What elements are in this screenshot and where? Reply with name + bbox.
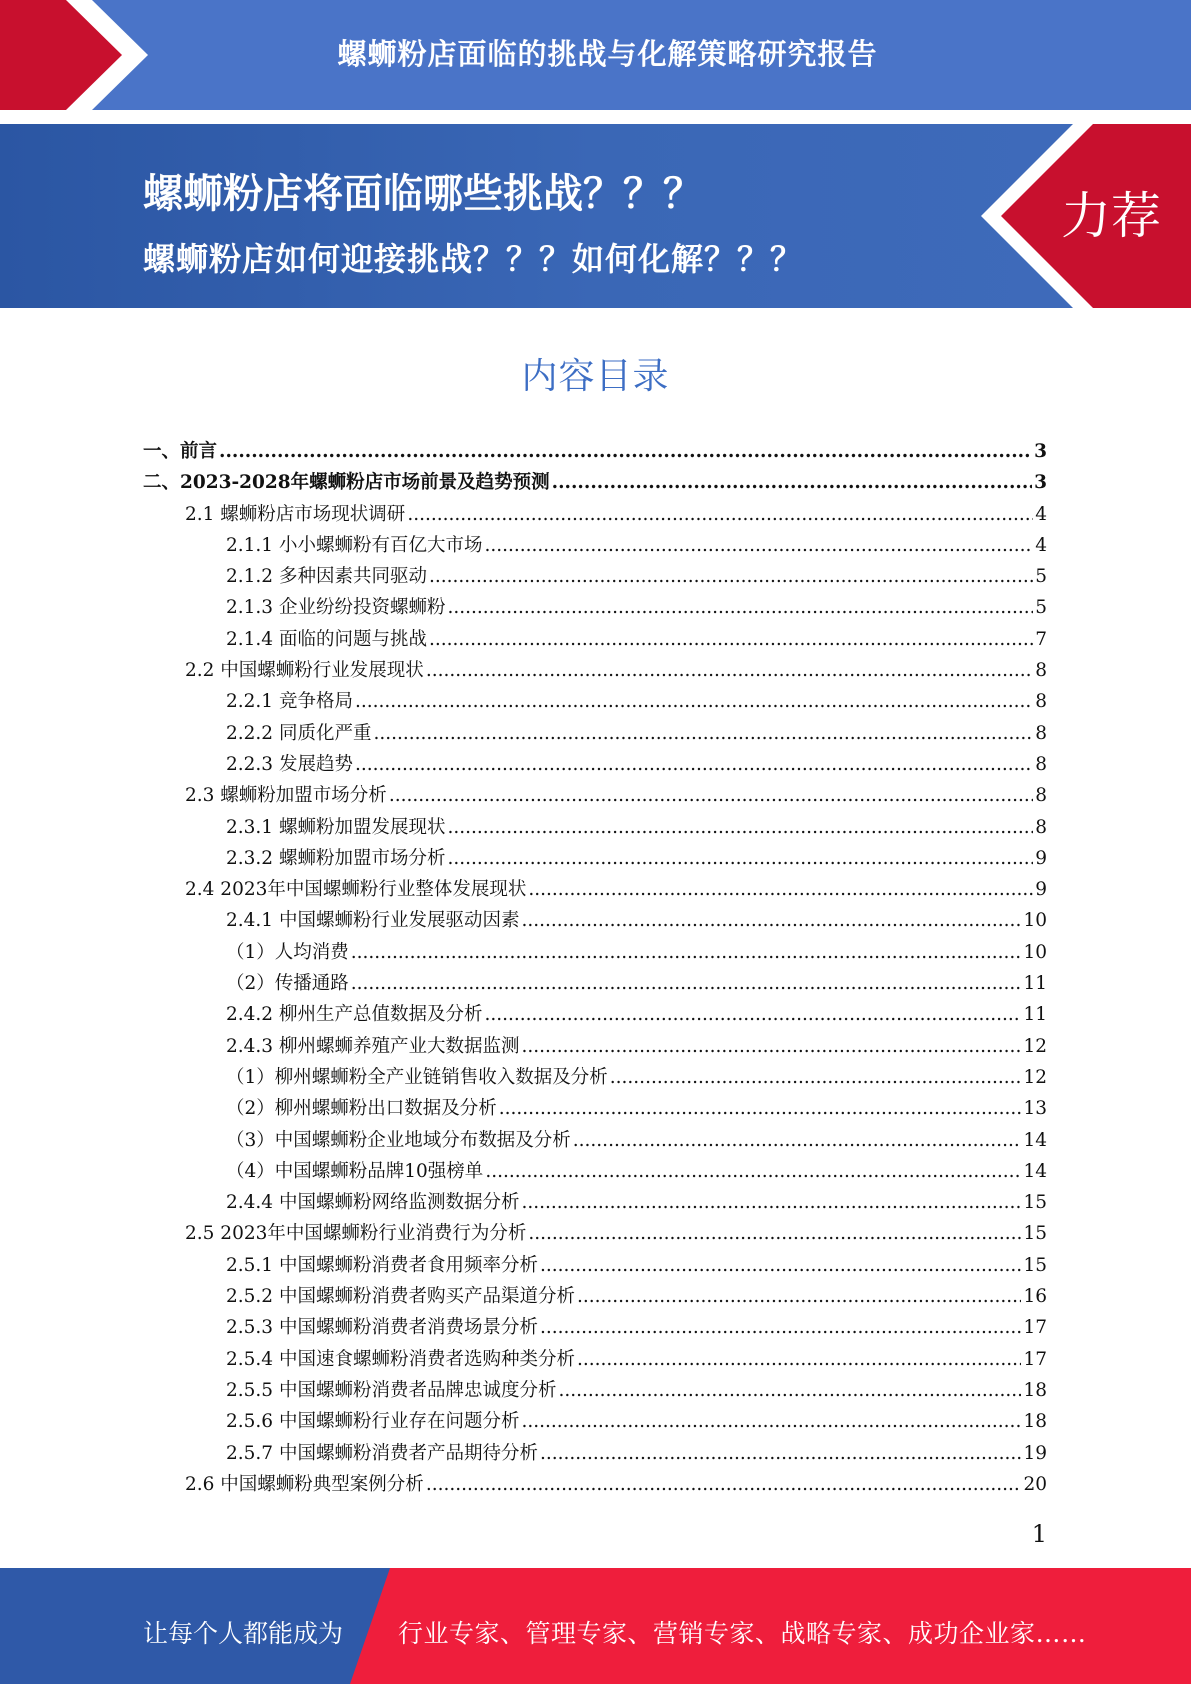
toc-page-number: 17 xyxy=(1023,1348,1047,1370)
toc-dot-leader xyxy=(610,1062,1022,1093)
toc-dot-leader xyxy=(558,1375,1021,1406)
toc-entry-text: （3）中国螺蛳粉企业地域分布数据及分析 xyxy=(226,1129,571,1151)
toc-entry-text: 2.5.3 中国螺蛳粉消费者消费场景分析 xyxy=(226,1317,538,1339)
footer-banner xyxy=(0,1568,1191,1684)
toc-entry[interactable] xyxy=(143,1156,1047,1187)
toc-entry-text: 2.5.7 中国螺蛳粉消费者产品期待分析 xyxy=(226,1442,538,1464)
toc-entry[interactable] xyxy=(143,1375,1047,1406)
toc-entry[interactable] xyxy=(143,467,1047,498)
toc-entry-text: （1）柳州螺蛳粉全产业链销售收入数据及分析 xyxy=(226,1066,608,1088)
toc-page-number: 8 xyxy=(1035,691,1047,713)
toc-entry[interactable] xyxy=(143,780,1047,811)
toc-entry-text: 2.2.1 竞争格局 xyxy=(226,691,353,713)
toc-entry-text: 2.4.2 柳州生产总值数据及分析 xyxy=(226,1004,483,1026)
toc-entry[interactable] xyxy=(143,1250,1047,1281)
table-of-contents xyxy=(143,436,1047,1500)
hero-banner xyxy=(0,124,1191,308)
toc-entry-text: 2.3.2 螺蛳粉加盟市场分析 xyxy=(226,847,446,869)
toc-entry[interactable] xyxy=(143,1312,1047,1343)
toc-entry-text: 2.5 2023年中国螺蛳粉行业消费行为分析 xyxy=(185,1223,527,1245)
toc-dot-leader xyxy=(447,812,1033,843)
toc-dot-leader xyxy=(429,561,1033,592)
toc-dot-leader xyxy=(485,1156,1021,1187)
toc-entry-text: 2.5.6 中国螺蛳粉行业存在问题分析 xyxy=(226,1411,520,1433)
toc-entry[interactable] xyxy=(143,905,1047,936)
toc-entry[interactable] xyxy=(143,749,1047,780)
toc-dot-leader xyxy=(426,1469,1022,1500)
toc-entry[interactable] xyxy=(143,968,1047,999)
toc-page-number: 4 xyxy=(1035,503,1047,525)
toc-entry-text: 2.4.1 中国螺蛳粉行业发展驱动因素 xyxy=(226,910,520,932)
toc-entry-text: 2.2.2 同质化严重 xyxy=(226,722,372,744)
toc-entry[interactable] xyxy=(143,1062,1047,1093)
toc-dot-leader xyxy=(373,718,1033,749)
toc-entry-text: 2.4.3 柳州螺蛳养殖产业大数据监测 xyxy=(226,1035,520,1057)
toc-dot-leader xyxy=(351,968,1022,999)
toc-entry[interactable] xyxy=(143,937,1047,968)
toc-page-number: 8 xyxy=(1035,816,1047,838)
recommend-badge-text: 力荐 xyxy=(1061,187,1161,245)
toc-page-number: 15 xyxy=(1023,1223,1047,1245)
toc-dot-leader xyxy=(484,999,1021,1030)
toc-page-number: 8 xyxy=(1035,660,1047,682)
toc-dot-leader xyxy=(528,874,1033,905)
toc-entry[interactable] xyxy=(143,1281,1047,1312)
toc-dot-leader xyxy=(484,530,1033,561)
toc-entry[interactable] xyxy=(143,1093,1047,1124)
toc-entry-text: 2.4.4 中国螺蛳粉网络监测数据分析 xyxy=(226,1192,520,1214)
toc-dot-leader xyxy=(429,624,1033,655)
toc-entry[interactable] xyxy=(143,1125,1047,1156)
toc-dot-leader xyxy=(521,905,1021,936)
toc-page-number: 9 xyxy=(1035,879,1047,901)
toc-dot-leader xyxy=(552,467,1032,498)
toc-page-number: 19 xyxy=(1023,1442,1047,1464)
toc-page-number: 15 xyxy=(1023,1192,1047,1214)
toc-entry-text: （2）柳州螺蛳粉出口数据及分析 xyxy=(226,1098,497,1120)
toc-entry[interactable] xyxy=(143,686,1047,717)
toc-entry[interactable] xyxy=(143,874,1047,905)
toc-page-number: 3 xyxy=(1034,441,1047,462)
toc-entry-text: 2.1.3 企业纷纷投资螺蛳粉 xyxy=(226,597,446,619)
toc-dot-leader xyxy=(540,1438,1021,1469)
toc-entry-text: 2.2 中国螺蛳粉行业发展现状 xyxy=(185,660,424,682)
toc-entry[interactable] xyxy=(143,1469,1047,1500)
toc-dot-leader xyxy=(521,1031,1021,1062)
toc-entry[interactable] xyxy=(143,624,1047,655)
toc-dot-leader xyxy=(521,1406,1021,1437)
toc-entry-text: 2.5.5 中国螺蛳粉消费者品牌忠诚度分析 xyxy=(226,1379,557,1401)
toc-entry-text: （1）人均消费 xyxy=(226,941,349,963)
toc-entry[interactable] xyxy=(143,999,1047,1030)
toc-entry[interactable] xyxy=(143,655,1047,686)
toc-dot-leader xyxy=(528,1218,1021,1249)
hero-question-1: 螺蛳粉店将面临哪些挑战？？？ xyxy=(143,171,703,217)
toc-page-number: 4 xyxy=(1035,534,1047,556)
toc-page-number: 16 xyxy=(1023,1286,1047,1308)
toc-dot-leader xyxy=(447,843,1033,874)
toc-page-number: 20 xyxy=(1023,1473,1047,1495)
toc-entry-text: （2）传播通路 xyxy=(226,973,349,995)
toc-page-number: 5 xyxy=(1035,597,1047,619)
toc-entry[interactable] xyxy=(143,592,1047,623)
toc-entry[interactable] xyxy=(143,812,1047,843)
toc-page-number: 15 xyxy=(1023,1254,1047,1276)
toc-dot-leader xyxy=(499,1093,1022,1124)
toc-entry[interactable] xyxy=(143,499,1047,530)
toc-entry-text: 2.3 螺蛳粉加盟市场分析 xyxy=(185,785,387,807)
top-banner xyxy=(0,0,1191,110)
toc-dot-leader xyxy=(407,499,1033,530)
toc-page-number: 12 xyxy=(1023,1066,1047,1088)
toc-page-number: 14 xyxy=(1023,1129,1047,1151)
hero-question-2: 螺蛳粉店如何迎接挑战？？？如何化解？？？ xyxy=(143,240,804,278)
toc-title: 内容目录 xyxy=(521,356,670,397)
footer-slogan-left: 让每个人都能成为 xyxy=(143,1619,344,1648)
toc-entry[interactable] xyxy=(143,1344,1047,1375)
toc-page-number: 3 xyxy=(1034,472,1047,494)
toc-dot-leader xyxy=(351,937,1022,968)
toc-entry-text: （4）中国螺蛳粉品牌10强榜单 xyxy=(226,1160,484,1182)
toc-page-number: 18 xyxy=(1023,1379,1047,1401)
toc-page-number: 13 xyxy=(1023,1098,1047,1120)
toc-dot-leader xyxy=(355,749,1033,780)
toc-entry-text: 一、前言 xyxy=(143,441,218,462)
toc-page-number: 10 xyxy=(1023,941,1047,963)
toc-dot-leader xyxy=(573,1125,1022,1156)
toc-dot-leader xyxy=(426,655,1033,686)
toc-entry[interactable] xyxy=(143,718,1047,749)
toc-entry[interactable] xyxy=(143,1438,1047,1469)
toc-dot-leader xyxy=(540,1250,1021,1281)
toc-entry-text: 2.4 2023年中国螺蛳粉行业整体发展现状 xyxy=(185,879,527,901)
toc-entry-text: 2.3.1 螺蛳粉加盟发展现状 xyxy=(226,816,446,838)
toc-dot-leader xyxy=(577,1344,1021,1375)
toc-page-number: 18 xyxy=(1023,1411,1047,1433)
toc-page-number: 11 xyxy=(1023,1004,1047,1026)
toc-entry[interactable] xyxy=(143,561,1047,592)
toc-entry[interactable] xyxy=(143,1218,1047,1249)
toc-entry-text: 2.6 中国螺蛳粉典型案例分析 xyxy=(185,1473,424,1495)
toc-page-number: 10 xyxy=(1023,910,1047,932)
toc-entry-text: 2.1.1 小小螺蛳粉有百亿大市场 xyxy=(226,534,483,556)
toc-entry-text: 2.5.4 中国速食螺蛳粉消费者选购种类分析 xyxy=(226,1348,575,1370)
toc-entry[interactable] xyxy=(143,1406,1047,1437)
page-number: 1 xyxy=(1031,1520,1047,1548)
report-title: 螺蛳粉店面临的挑战与化解策略研究报告 xyxy=(337,37,878,71)
toc-entry-text: 2.5.1 中国螺蛳粉消费者食用频率分析 xyxy=(226,1254,538,1276)
toc-dot-leader xyxy=(355,686,1033,717)
toc-entry-text: 2.1.2 多种因素共同驱动 xyxy=(226,566,427,588)
toc-entry[interactable] xyxy=(143,436,1047,467)
toc-entry-text: 2.5.2 中国螺蛳粉消费者购买产品渠道分析 xyxy=(226,1286,575,1308)
toc-page-number: 7 xyxy=(1035,628,1047,650)
toc-page-number: 9 xyxy=(1035,847,1047,869)
toc-entry[interactable] xyxy=(143,530,1047,561)
toc-entry-text: 2.2.3 发展趋势 xyxy=(226,753,353,775)
toc-page-number: 11 xyxy=(1023,973,1047,995)
toc-page-number: 8 xyxy=(1035,753,1047,775)
toc-page-number: 12 xyxy=(1023,1035,1047,1057)
toc-entry[interactable] xyxy=(143,1187,1047,1218)
toc-dot-leader xyxy=(219,436,1032,467)
toc-page-number: 5 xyxy=(1035,566,1047,588)
toc-entry[interactable] xyxy=(143,843,1047,874)
toc-dot-leader xyxy=(577,1281,1021,1312)
toc-dot-leader xyxy=(521,1187,1021,1218)
toc-page-number: 8 xyxy=(1035,785,1047,807)
toc-page-number: 14 xyxy=(1023,1160,1047,1182)
footer-slogan-right: 行业专家、管理专家、营销专家、战略专家、成功企业家…… xyxy=(398,1619,1087,1648)
toc-entry-text: 2.1 螺蛳粉店市场现状调研 xyxy=(185,503,406,525)
toc-dot-leader xyxy=(447,592,1033,623)
toc-page-number: 8 xyxy=(1035,722,1047,744)
toc-page-number: 17 xyxy=(1023,1317,1047,1339)
toc-entry-text: 2.1.4 面临的问题与挑战 xyxy=(226,628,427,650)
toc-dot-leader xyxy=(540,1312,1021,1343)
toc-entry[interactable] xyxy=(143,1031,1047,1062)
toc-entry-text: 二、2023-2028年螺蛳粉店市场前景及趋势预测 xyxy=(143,472,550,494)
toc-dot-leader xyxy=(389,780,1033,811)
